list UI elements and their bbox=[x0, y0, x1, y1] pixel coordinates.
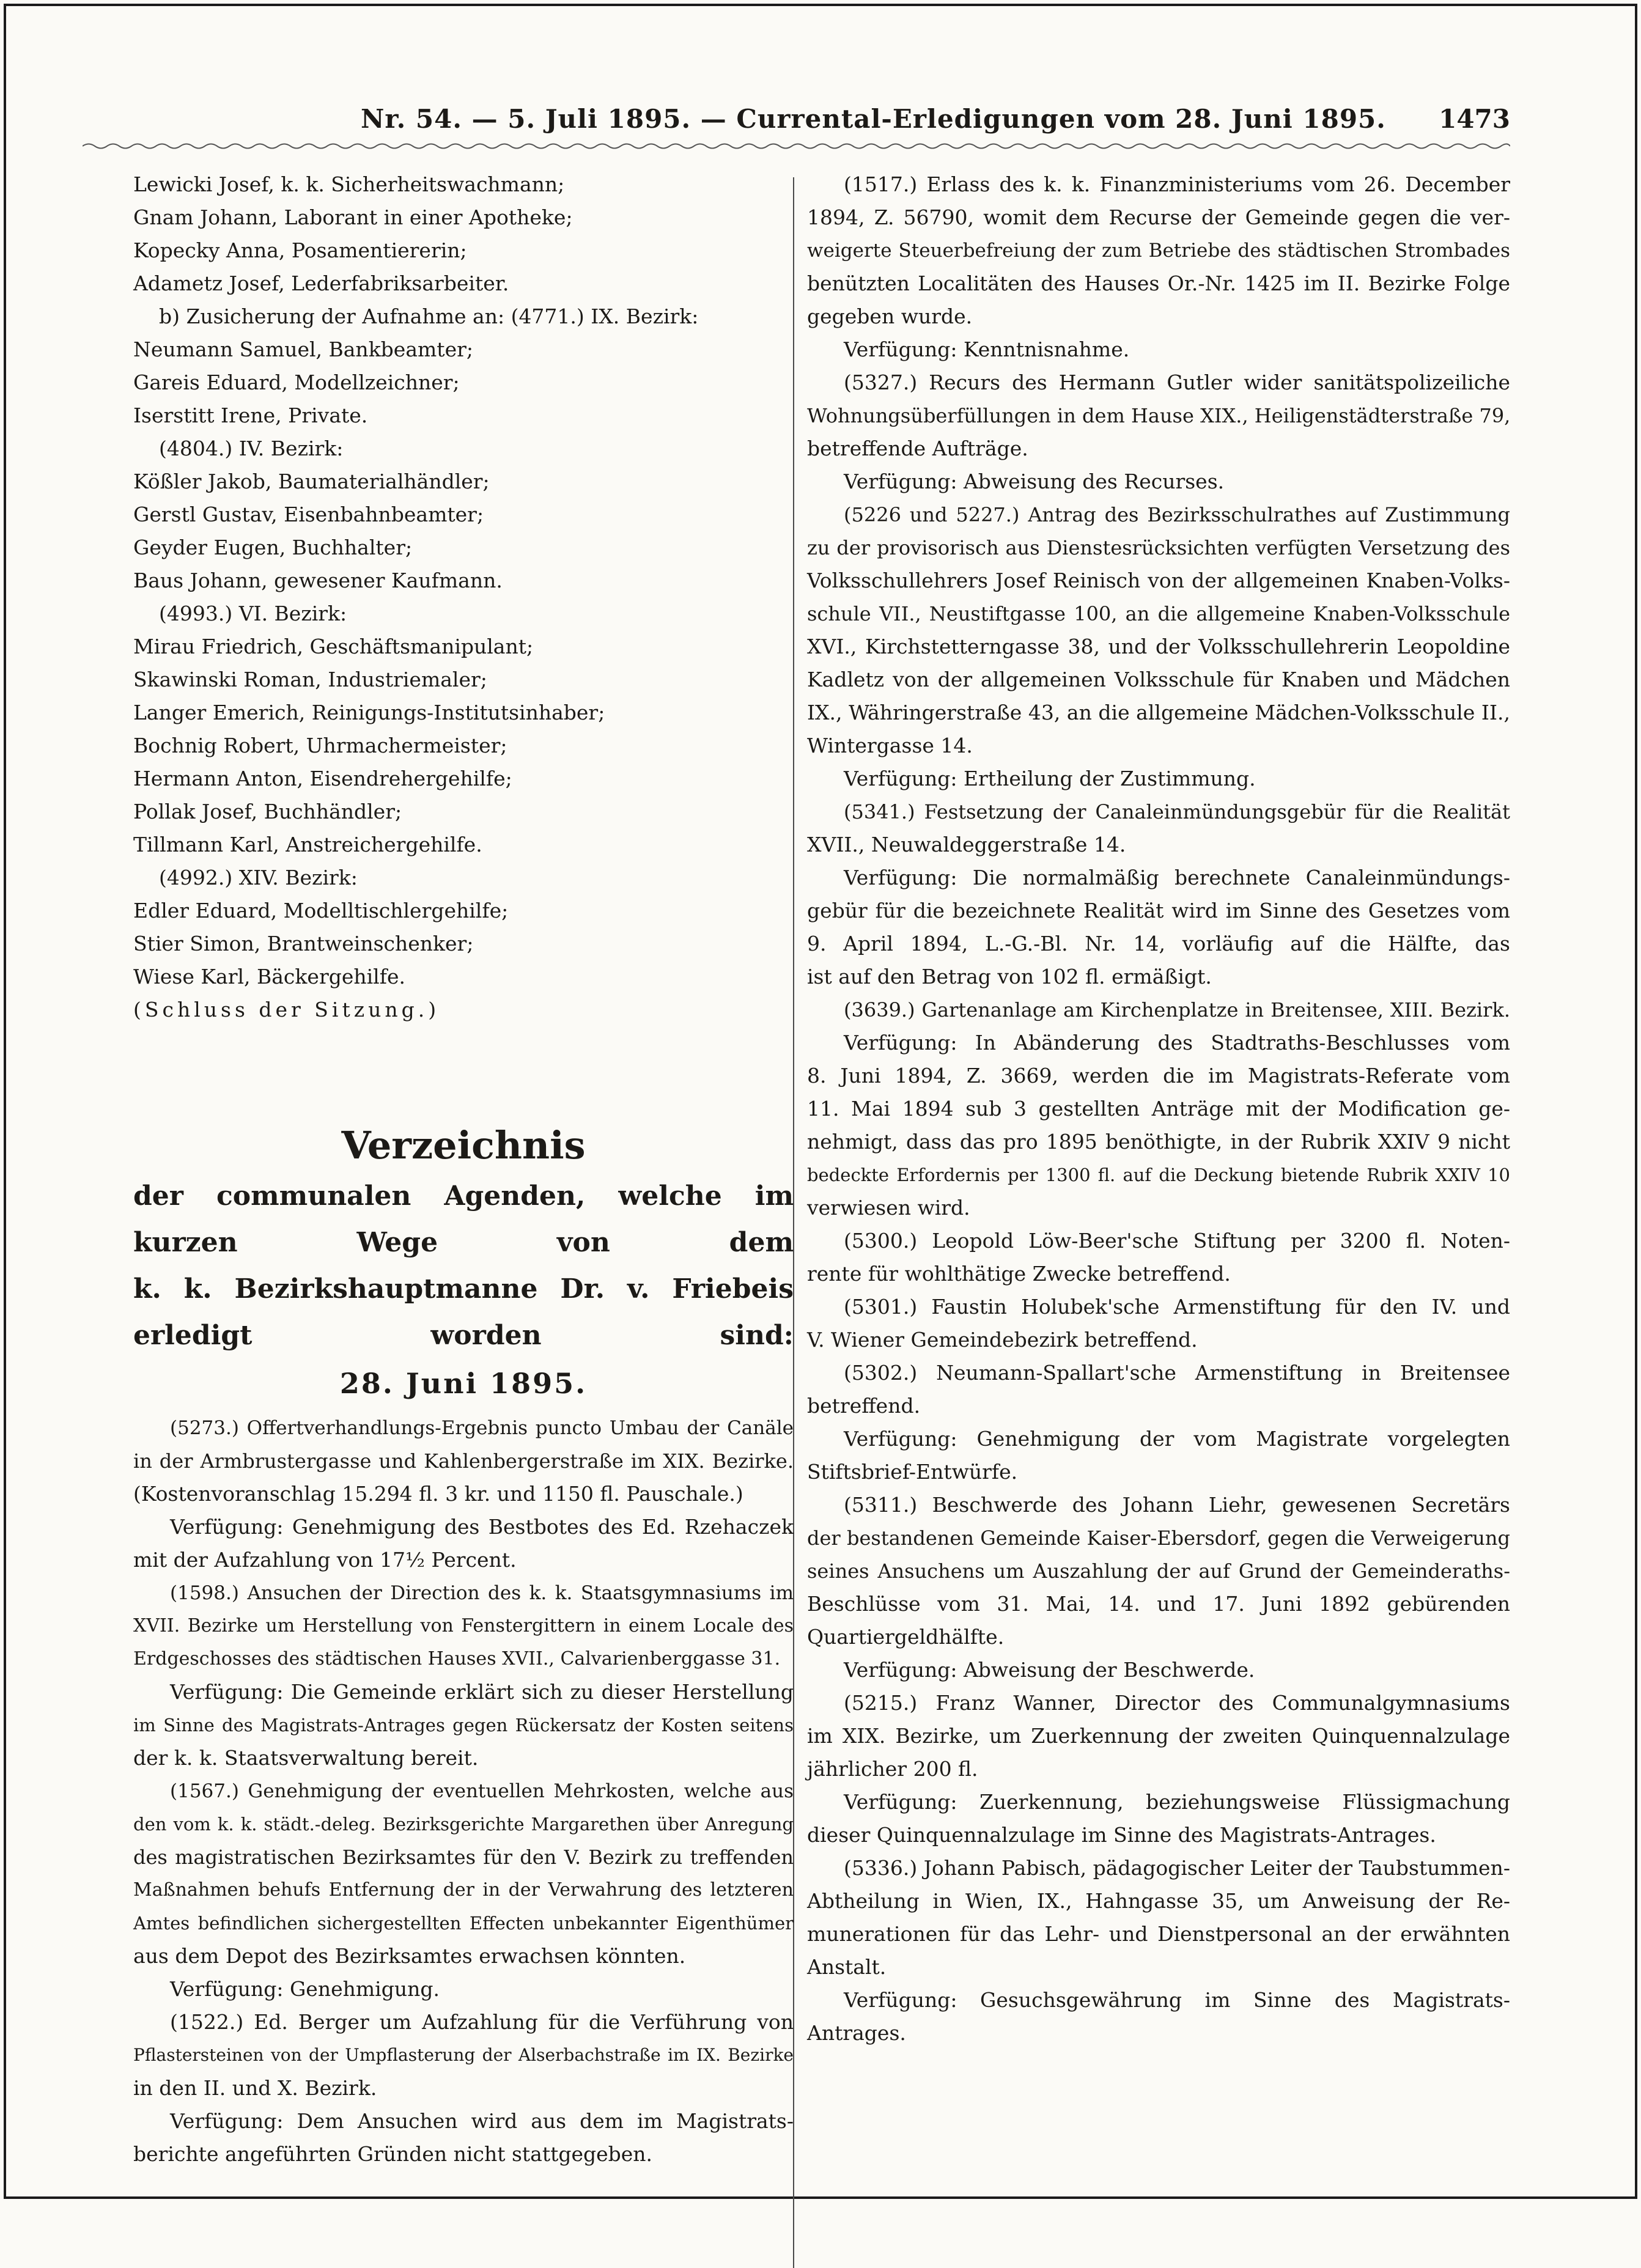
names-list-iv bbox=[133, 465, 794, 597]
entry-line: gegeben wurde. bbox=[807, 304, 973, 328]
entry-line: IX., Währingerstraße 43, an die allgemeine Mädchen-Volksschule II., bbox=[807, 701, 1510, 724]
entry-line: seines Ansuchens um Auszahlung der auf Grund der Gemeinderaths- bbox=[807, 1559, 1510, 1583]
entry-line: Wintergasse 14. bbox=[807, 734, 973, 757]
entry-line: betreffend. bbox=[807, 1394, 921, 1418]
header-wavy-rule bbox=[83, 142, 1510, 150]
session-closing: (Schluss der Sitzung.) bbox=[133, 998, 440, 1022]
entry-line: rente für wohlthätige Zwecke betreffend. bbox=[807, 1262, 1231, 1286]
list-item: Neumann Samuel, Bankbeamter; bbox=[133, 337, 473, 361]
verzeichnis-title: Verzeichnis bbox=[341, 1123, 586, 1168]
entry-line: Verfügung: Die Gemeinde erklärt sich zu dieser Herstellung bbox=[170, 1680, 794, 1704]
entry-line: XVI., Kirchstetterngasse 38, und der Volksschullehrerin Leopoldine bbox=[807, 635, 1510, 658]
list-item: Stier Simon, Brantweinschenker; bbox=[133, 932, 474, 955]
entry-line: Verfügung: Kenntnisnahme. bbox=[844, 337, 1130, 361]
entry-line: 8. Juni 1894, Z. 3669, werden die im Magistrats-Referate vom bbox=[807, 1064, 1510, 1088]
entry-line: weigerte Steuerbefreiung der zum Betriebe des städtischen Strombades bbox=[807, 240, 1510, 262]
entry-line: Anstalt. bbox=[807, 1955, 887, 1979]
entry-line: der bestandenen Gemeinde Kaiser-Ebersdorf, gegen die Verweigerung bbox=[807, 1526, 1510, 1550]
names-list-b bbox=[133, 333, 794, 432]
district-heading-xiv: (4992.) XIV. Bezirk: bbox=[159, 866, 358, 889]
list-item: Kößler Jakob, Baumaterialhändler; bbox=[133, 469, 490, 493]
entry-1517 bbox=[807, 168, 1510, 366]
entry-line: nehmigt, dass das pro 1895 benöthigte, in der Rubrik XXIV 9 nicht bbox=[807, 1130, 1510, 1154]
verzeichnis-date: 28. Juni 1895. bbox=[339, 1367, 588, 1400]
entry-line: Quartiergeldhälfte. bbox=[807, 1625, 1005, 1649]
entry-5226 bbox=[807, 498, 1510, 795]
entry-line: in den II. und X. Bezirk. bbox=[133, 2076, 377, 2100]
entry-5327 bbox=[807, 366, 1510, 498]
entry-5336 bbox=[807, 1852, 1510, 2050]
list-item: Tillmann Karl, Anstreichergehilfe. bbox=[133, 833, 482, 856]
entry-line: munerationen für das Lehr- und Dienstpersonal an der erwähnten bbox=[807, 1922, 1510, 1946]
left-column bbox=[133, 168, 794, 2171]
entry-line: Wohnungsüberfüllungen in dem Hause XIX., Heiligenstädterstraße 79, bbox=[807, 404, 1511, 427]
entry-line: den vom k. k. städt.-deleg. Bezirksgerichte Margarethen über Anregung bbox=[133, 1814, 794, 1835]
entry-line: im XIX. Bezirke, um Zuerkennung der zweiten Quinquennalzulage bbox=[807, 1724, 1510, 1748]
entry-line: (5215.) Franz Wanner, Director des Communalgymnasiums bbox=[844, 1691, 1510, 1715]
entry-line: (5300.) Leopold Löw-Beer'sche Stiftung per 3200 fl. Noten- bbox=[844, 1229, 1510, 1253]
entry-line: Verfügung: Abweisung des Recurses. bbox=[844, 469, 1225, 493]
verzeichnis-subtitle-1: der communalen Agenden, welche im kurzen Wege von dem bbox=[133, 1180, 794, 1258]
entry-line: der k. k. Staatsverwaltung bereit. bbox=[133, 1746, 479, 1770]
list-item: Wiese Karl, Bäckergehilfe. bbox=[133, 965, 405, 989]
entry-3639 bbox=[807, 993, 1510, 1224]
page-header bbox=[83, 98, 1510, 141]
entry-line: (5327.) Recurs des Hermann Gutler wider sanitätspolizeiliche bbox=[844, 370, 1510, 394]
entry-line: (5273.) Offertverhandlungs-Ergebnis puncto Umbau der Canäle bbox=[170, 1417, 794, 1439]
entry-line: Verfügung: Ertheilung der Zustimmung. bbox=[844, 767, 1256, 790]
list-item: Baus Johann, gewesener Kaufmann. bbox=[133, 569, 503, 592]
list-item: Gerstl Gustav, Eisenbahnbeamter; bbox=[133, 503, 484, 526]
list-item: Skawinski Roman, Industriemaler; bbox=[133, 668, 487, 691]
entry-1598 bbox=[133, 1577, 794, 1775]
entry-line: im Sinne des Magistrats-Antrages gegen Rückersatz der Kosten seitens bbox=[133, 1715, 794, 1736]
district-heading-vi: (4993.) VI. Bezirk: bbox=[159, 602, 347, 625]
entry-line: Verfügung: In Abänderung des Stadtraths-Beschlusses vom bbox=[844, 1031, 1510, 1055]
entry-line: (1567.) Genehmigung der eventuellen Mehrkosten, welche aus bbox=[170, 1780, 794, 1802]
list-item: Langer Emerich, Reinigungs-Institutsinhaber; bbox=[133, 701, 605, 724]
entry-line: bedeckte Erfordernis per 1300 fl. auf die Deckung bietende Rubrik XXIV 10 bbox=[807, 1165, 1510, 1185]
entry-line: Verfügung: Die normalmäßig berechnete Canaleinmündungs- bbox=[844, 866, 1510, 889]
list-item: Iserstitt Irene, Private. bbox=[133, 403, 368, 427]
entry-line: benützten Localitäten des Hauses Or.-Nr. 1425 im II. Bezirke Folge bbox=[807, 271, 1510, 295]
entry-line: XVII. Bezirke um Herstellung von Fenstergittern in einem Locale des bbox=[133, 1615, 794, 1637]
list-item: Kopecky Anna, Posamentiererin; bbox=[133, 238, 467, 262]
entry-line: jährlicher 200 fl. bbox=[807, 1757, 978, 1781]
section-heading-b: b) Zusicherung der Aufnahme an: (4771.) IX. Bezirk: bbox=[159, 304, 699, 328]
list-item: Lewicki Josef, k. k. Sicherheitswachmann; bbox=[133, 172, 565, 196]
entry-line: (1517.) Erlass des k. k. Finanzministeriums vom 26. December bbox=[844, 172, 1510, 196]
entry-line: betreffende Aufträge. bbox=[807, 436, 1028, 460]
entry-1522 bbox=[133, 2006, 794, 2171]
entry-line: berichte angeführten Gründen nicht stattgegeben. bbox=[133, 2142, 653, 2166]
entry-line: Verfügung: Gesuchsgewährung im Sinne des Magistrats- bbox=[844, 1988, 1510, 2012]
entry-line: (5302.) Neumann-Spallart'sche Armenstiftung in Breitensee bbox=[844, 1361, 1510, 1385]
entry-line: verwiesen wird. bbox=[807, 1196, 970, 1220]
names-list-vi bbox=[133, 630, 794, 861]
names-list-xiv bbox=[133, 894, 794, 993]
entry-line: (1522.) Ed. Berger um Aufzahlung für die Verführung von bbox=[170, 2010, 794, 2034]
entry-1567 bbox=[133, 1775, 794, 2006]
entry-line: (5341.) Festsetzung der Canaleinmündungsgebür für die Realität bbox=[844, 800, 1510, 823]
entry-line: ist auf den Betrag von 102 fl. ermäßigt. bbox=[807, 965, 1212, 989]
right-column bbox=[807, 168, 1510, 2050]
entry-line: (5226 und 5227.) Antrag des Bezirksschulrathes auf Zustimmung bbox=[844, 503, 1510, 526]
entry-line: (1598.) Ansuchen der Direction des k. k. Staatsgymnasiums im bbox=[170, 1582, 794, 1604]
names-list-a bbox=[133, 168, 794, 300]
entry-line: Antrages. bbox=[807, 2021, 906, 2045]
entry-line: 9. April 1894, L.-G.-Bl. Nr. 14, vorläufig auf die Hälfte, das bbox=[807, 932, 1510, 955]
entry-line: 1894, Z. 56790, womit dem Recurse der Gemeinde gegen die ver- bbox=[807, 205, 1510, 229]
entry-line: 11. Mai 1894 sub 3 gestellten Anträge mit der Modification ge- bbox=[807, 1097, 1510, 1121]
verzeichnis-subtitle-2: k. k. Bezirkshauptmanne Dr. v. Friebeis erledigt worden sind: bbox=[133, 1273, 794, 1351]
entry-line: Erdgeschosses des städtischen Hauses XVII., Calvarienberggasse 31. bbox=[133, 1648, 781, 1670]
entry-line: zu der provisorisch aus Dienstesrücksichten verfügten Versetzung des bbox=[807, 536, 1510, 559]
list-item: Geyder Eugen, Buchhalter; bbox=[133, 536, 413, 559]
entry-line: aus dem Depot des Bezirksamtes erwachsen könnten. bbox=[133, 1944, 686, 1968]
entry-line: des magistratischen Bezirksamtes für den V. Bezirk zu treffenden bbox=[133, 1846, 794, 1869]
entry-5301 bbox=[807, 1290, 1510, 1357]
list-item: Mirau Friedrich, Geschäftsmanipulant; bbox=[133, 635, 534, 658]
entry-line: Maßnahmen behufs Entfernung der in der Verwahrung des letzteren bbox=[133, 1879, 794, 1901]
entry-line: Verfügung: Genehmigung der vom Magistrate vorgelegten bbox=[844, 1427, 1510, 1451]
entry-line: Verfügung: Genehmigung des Bestbotes des Ed. Rzehaczek bbox=[170, 1515, 794, 1539]
list-item: Edler Eduard, Modelltischlergehilfe; bbox=[133, 899, 509, 922]
list-item: Bochnig Robert, Uhrmachermeister; bbox=[133, 734, 507, 757]
entry-line: Beschlüsse vom 31. Mai, 14. und 17. Juni 1892 gebürenden bbox=[807, 1592, 1510, 1616]
entry-line: Stiftsbrief-Entwürfe. bbox=[807, 1460, 1018, 1484]
entry-line: (5336.) Johann Pabisch, pädagogischer Leiter der Taubstummen- bbox=[844, 1856, 1510, 1880]
entry-line: Amtes befindlichen sichergestellten Effecten unbekannter Eigenthümer bbox=[133, 1913, 794, 1934]
list-item: Gnam Johann, Laborant in einer Apotheke; bbox=[133, 205, 573, 229]
entry-line: Verfügung: Zuerkennung, beziehungsweise Flüssigmachung bbox=[844, 1790, 1510, 1814]
list-item: Hermann Anton, Eisendrehergehilfe; bbox=[133, 767, 512, 790]
entry-line: (5311.) Beschwerde des Johann Liehr, gewesenen Secretärs bbox=[844, 1493, 1510, 1517]
entry-line: schule VII., Neustiftgasse 100, an die allgemeine Knaben-Volksschule bbox=[807, 602, 1510, 625]
entry-line: (5301.) Faustin Holubek'sche Armenstiftung für den IV. und bbox=[844, 1295, 1510, 1319]
entry-line: Verfügung: Dem Ansuchen wird aus dem im Magistrats- bbox=[170, 2109, 794, 2133]
entry-line: XVII., Neuwaldeggerstraße 14. bbox=[807, 833, 1126, 856]
entry-line: in der Armbrustergasse und Kahlenbergerstraße im XIX. Bezirke. bbox=[133, 1449, 794, 1473]
list-item: Gareis Eduard, Modellzeichner; bbox=[133, 370, 460, 394]
entry-line: dieser Quinquennalzulage im Sinne des Magistrats-Antrages. bbox=[807, 1823, 1436, 1847]
entry-line: Abtheilung in Wien, IX., Hahngasse 35, um Anweisung der Re- bbox=[807, 1889, 1510, 1913]
entry-5302 bbox=[807, 1357, 1510, 1489]
entry-line: Kadletz von der allgemeinen Volksschule für Knaben und Mädchen bbox=[807, 668, 1510, 691]
entry-line: Pflastersteinen von der Umpflasterung der Alserbachstraße im IX. Bezirke bbox=[133, 2045, 794, 2065]
entry-line: V. Wiener Gemeindebezirk betreffend. bbox=[807, 1328, 1198, 1352]
entry-line: Verfügung: Genehmigung. bbox=[170, 1977, 440, 2001]
page-number: 1473 bbox=[1439, 104, 1510, 134]
entry-5300 bbox=[807, 1224, 1510, 1290]
entry-5311 bbox=[807, 1489, 1510, 1687]
district-heading-iv: (4804.) IV. Bezirk: bbox=[159, 436, 344, 460]
list-item: Adametz Josef, Lederfabriksarbeiter. bbox=[133, 271, 509, 295]
entry-line: mit der Aufzahlung von 17½ Percent. bbox=[133, 1548, 517, 1572]
entry-line: Volksschullehrers Josef Reinisch von der allgemeinen Knaben-Volks- bbox=[807, 569, 1510, 592]
running-title: Nr. 54. — 5. Juli 1895. — Currental-Erledigungen vom 28. Juni 1895. bbox=[361, 104, 1386, 134]
entry-line: (3639.) Gartenanlage am Kirchenplatze in Breitensee, XIII. Bezirk. bbox=[844, 998, 1510, 1022]
entry-5215 bbox=[807, 1687, 1510, 1852]
entry-5341 bbox=[807, 795, 1510, 993]
entry-line: Verfügung: Abweisung der Beschwerde. bbox=[844, 1658, 1255, 1682]
entry-5273 bbox=[133, 1412, 794, 1577]
entry-line: gebür für die bezeichnete Realität wird im Sinne des Gesetzes vom bbox=[807, 899, 1510, 922]
list-item: Pollak Josef, Buchhändler; bbox=[133, 800, 402, 823]
entry-line: (Kostenvoranschlag 15.294 fl. 3 kr. und 1150 fl. Pauschale.) bbox=[133, 1482, 743, 1506]
